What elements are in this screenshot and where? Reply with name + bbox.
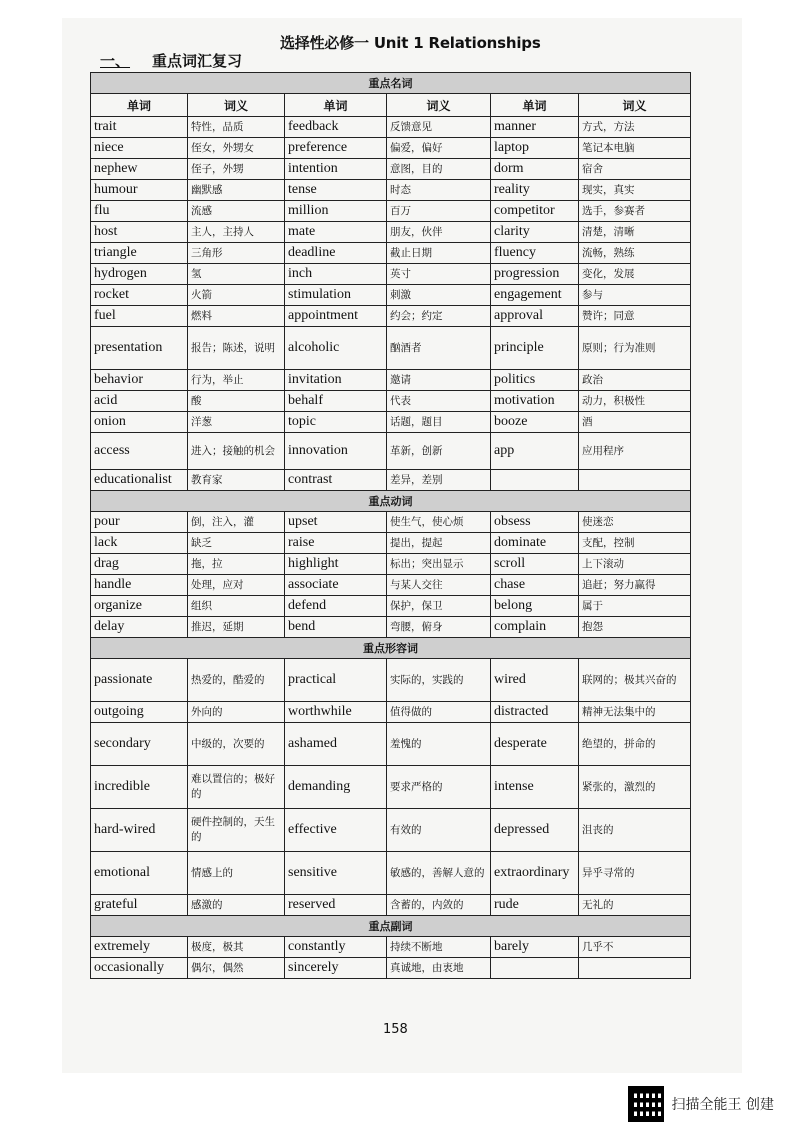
meaning-cell: 几乎不 [579,937,691,958]
table-row [91,180,691,201]
page-header-title: 选择性必修一 Unit 1 Relationships [280,34,541,52]
meaning-cell: 朋友，伙伴 [387,222,491,243]
table-row [91,391,691,412]
word-cell: scroll [491,554,579,575]
meaning-cell: 意图，目的 [387,159,491,180]
word-cell: appointment [285,306,387,327]
table-row [91,327,691,370]
word-cell: fuel [91,306,188,327]
meaning-cell: 难以置信的；极好的 [188,766,285,809]
word-cell: laptop [491,138,579,159]
word-cell: clarity [491,222,579,243]
meaning-cell: 话题，题目 [387,412,491,433]
table-row [91,201,691,222]
meaning-cell: 标出；突出显示 [387,554,491,575]
word-cell: lack [91,533,188,554]
word-cell: highlight [285,554,387,575]
meaning-cell: 属于 [579,596,691,617]
word-cell: incredible [91,766,188,809]
word-cell: triangle [91,243,188,264]
meaning-cell: 原则；行为准则 [579,327,691,370]
word-cell: raise [285,533,387,554]
word-cell: contrast [285,470,387,491]
meaning-cell: 选手，参赛者 [579,201,691,222]
meaning-cell: 缺乏 [188,533,285,554]
meaning-cell: 倒，注入，灌 [188,512,285,533]
word-cell: ashamed [285,723,387,766]
word-cell [491,958,579,979]
word-cell: principle [491,327,579,370]
word-cell: secondary [91,723,188,766]
meaning-cell: 异乎寻常的 [579,852,691,895]
meaning-cell: 保护，保卫 [387,596,491,617]
word-cell: rude [491,895,579,916]
word-cell: competitor [491,201,579,222]
table-row [91,285,691,306]
meaning-cell: 动力，积极性 [579,391,691,412]
word-cell: barely [491,937,579,958]
table-row [91,958,691,979]
meaning-cell [579,470,691,491]
column-header-word: 单词 [91,94,188,117]
table-row [91,159,691,180]
word-cell: delay [91,617,188,638]
word-cell: million [285,201,387,222]
meaning-cell: 偶尔，偶然 [188,958,285,979]
meaning-cell: 偏爱，偏好 [387,138,491,159]
meaning-cell: 情感上的 [188,852,285,895]
word-cell: behavior [91,370,188,391]
column-header-word: 单词 [491,94,579,117]
meaning-cell: 三角形 [188,243,285,264]
meaning-cell [579,958,691,979]
meaning-cell: 百万 [387,201,491,222]
word-cell: dominate [491,533,579,554]
word-cell: fluency [491,243,579,264]
meaning-cell: 使迷恋 [579,512,691,533]
table-row [91,306,691,327]
vocabulary-table [90,72,691,979]
meaning-cell: 弯腰，俯身 [387,617,491,638]
word-cell: distracted [491,702,579,723]
word-cell: app [491,433,579,470]
table-row [91,659,691,702]
scanner-watermark [628,1086,774,1122]
meaning-cell: 中级的，次要的 [188,723,285,766]
meaning-cell: 教育家 [188,470,285,491]
column-header-meaning: 词义 [579,94,691,117]
word-cell: rocket [91,285,188,306]
word-cell: hydrogen [91,264,188,285]
table-row [91,766,691,809]
word-cell: presentation [91,327,188,370]
table-row [91,852,691,895]
word-cell: outgoing [91,702,188,723]
meaning-cell: 酒 [579,412,691,433]
word-cell: stimulation [285,285,387,306]
word-cell: bend [285,617,387,638]
column-header-row [91,94,691,117]
meaning-cell: 革新，创新 [387,433,491,470]
meaning-cell: 主人，主持人 [188,222,285,243]
table-row [91,370,691,391]
section-number: 一、 [100,52,131,70]
table-row [91,412,691,433]
meaning-cell: 时态 [387,180,491,201]
meaning-cell: 氢 [188,264,285,285]
word-cell: acid [91,391,188,412]
word-cell: politics [491,370,579,391]
meaning-cell: 组织 [188,596,285,617]
word-cell: host [91,222,188,243]
meaning-cell: 差异，差别 [387,470,491,491]
word-cell: onion [91,412,188,433]
word-cell: educationalist [91,470,188,491]
meaning-cell: 幽默感 [188,180,285,201]
meaning-cell: 参与 [579,285,691,306]
word-cell: alcoholic [285,327,387,370]
group-title: 重点副词 [91,916,691,937]
meaning-cell: 紧张的，激烈的 [579,766,691,809]
word-cell: occasionally [91,958,188,979]
word-cell: approval [491,306,579,327]
meaning-cell: 笔记本电脑 [579,138,691,159]
word-cell: practical [285,659,387,702]
meaning-cell: 洋葱 [188,412,285,433]
word-cell [491,470,579,491]
meaning-cell: 清楚，清晰 [579,222,691,243]
meaning-cell: 外向的 [188,702,285,723]
word-cell: flu [91,201,188,222]
meaning-cell: 侄子，外甥 [188,159,285,180]
group-header-row [91,73,691,94]
word-cell: feedback [285,117,387,138]
meaning-cell: 抱怨 [579,617,691,638]
word-cell: demanding [285,766,387,809]
meaning-cell: 酗酒者 [387,327,491,370]
word-cell: tense [285,180,387,201]
meaning-cell: 邀请 [387,370,491,391]
word-cell: intense [491,766,579,809]
meaning-cell: 酸 [188,391,285,412]
word-cell: reality [491,180,579,201]
meaning-cell: 流畅，熟练 [579,243,691,264]
section-title: 重点词汇复习 [152,52,243,70]
word-cell: pour [91,512,188,533]
word-cell: sensitive [285,852,387,895]
meaning-cell: 进入；接触的机会 [188,433,285,470]
word-cell: constantly [285,937,387,958]
meaning-cell: 赞许；同意 [579,306,691,327]
meaning-cell: 热爱的，酷爱的 [188,659,285,702]
meaning-cell: 推迟，延期 [188,617,285,638]
word-cell: nephew [91,159,188,180]
word-cell: grateful [91,895,188,916]
word-cell: progression [491,264,579,285]
meaning-cell: 联网的；极其兴奋的 [579,659,691,702]
meaning-cell: 约会；约定 [387,306,491,327]
word-cell: reserved [285,895,387,916]
group-title: 重点动词 [91,491,691,512]
word-cell: worthwhile [285,702,387,723]
meaning-cell: 精神无法集中的 [579,702,691,723]
group-header-row [91,916,691,937]
meaning-cell: 火箭 [188,285,285,306]
word-cell: belong [491,596,579,617]
table-row [91,723,691,766]
column-header-meaning: 词义 [387,94,491,117]
meaning-cell: 代表 [387,391,491,412]
word-cell: upset [285,512,387,533]
word-cell: extraordinary [491,852,579,895]
word-cell: sincerely [285,958,387,979]
word-cell: behalf [285,391,387,412]
word-cell: drag [91,554,188,575]
group-title: 重点形容词 [91,638,691,659]
word-cell: innovation [285,433,387,470]
table-row [91,243,691,264]
meaning-cell: 真诚地，由衷地 [387,958,491,979]
meaning-cell: 行为，举止 [188,370,285,391]
word-cell: booze [491,412,579,433]
word-cell: chase [491,575,579,596]
word-cell: access [91,433,188,470]
meaning-cell: 燃料 [188,306,285,327]
word-cell: effective [285,809,387,852]
column-header-word: 单词 [285,94,387,117]
table-row [91,470,691,491]
table-row [91,575,691,596]
word-cell: inch [285,264,387,285]
table-row [91,533,691,554]
meaning-cell: 支配，控制 [579,533,691,554]
table-row [91,264,691,285]
meaning-cell: 感激的 [188,895,285,916]
word-cell: depressed [491,809,579,852]
word-cell: preference [285,138,387,159]
meaning-cell: 报告；陈述，说明 [188,327,285,370]
table-row [91,554,691,575]
meaning-cell: 要求严格的 [387,766,491,809]
meaning-cell: 敏感的，善解人意的 [387,852,491,895]
word-cell: mate [285,222,387,243]
word-cell: desperate [491,723,579,766]
word-cell: engagement [491,285,579,306]
meaning-cell: 变化，发展 [579,264,691,285]
table-row [91,138,691,159]
table-row [91,702,691,723]
word-cell: intention [285,159,387,180]
meaning-cell: 刺激 [387,285,491,306]
word-cell: topic [285,412,387,433]
word-cell: deadline [285,243,387,264]
meaning-cell: 英寸 [387,264,491,285]
table-row [91,895,691,916]
meaning-cell: 羞愧的 [387,723,491,766]
table-row [91,117,691,138]
group-header-row [91,491,691,512]
meaning-cell: 持续不断地 [387,937,491,958]
word-cell: motivation [491,391,579,412]
word-cell: organize [91,596,188,617]
meaning-cell: 反馈意见 [387,117,491,138]
word-cell: hard-wired [91,809,188,852]
word-cell: invitation [285,370,387,391]
group-title: 重点名词 [91,73,691,94]
table-row [91,809,691,852]
meaning-cell: 处理，应对 [188,575,285,596]
meaning-cell: 侄女，外甥女 [188,138,285,159]
word-cell: dorm [491,159,579,180]
meaning-cell: 特性，品质 [188,117,285,138]
word-cell: manner [491,117,579,138]
meaning-cell: 绝望的，拼命的 [579,723,691,766]
meaning-cell: 现实，真实 [579,180,691,201]
word-cell: trait [91,117,188,138]
table-row [91,617,691,638]
meaning-cell: 拖，拉 [188,554,285,575]
word-cell: handle [91,575,188,596]
meaning-cell: 宿舍 [579,159,691,180]
meaning-cell: 极度，极其 [188,937,285,958]
vocabulary-table-body [91,73,691,979]
column-header-meaning: 词义 [188,94,285,117]
meaning-cell: 流感 [188,201,285,222]
meaning-cell: 政治 [579,370,691,391]
word-cell: passionate [91,659,188,702]
meaning-cell: 追赶；努力赢得 [579,575,691,596]
meaning-cell: 与某人交往 [387,575,491,596]
meaning-cell: 沮丧的 [579,809,691,852]
word-cell: humour [91,180,188,201]
meaning-cell: 有效的 [387,809,491,852]
meaning-cell: 提出，提起 [387,533,491,554]
word-cell: niece [91,138,188,159]
word-cell: extremely [91,937,188,958]
meaning-cell: 值得做的 [387,702,491,723]
meaning-cell: 无礼的 [579,895,691,916]
table-row [91,596,691,617]
qr-code-icon [628,1086,664,1122]
table-row [91,937,691,958]
meaning-cell: 硬件控制的，天生的 [188,809,285,852]
scanner-brand-text: 扫描全能王 创建 [671,1097,774,1113]
meaning-cell: 上下滚动 [579,554,691,575]
page-number: 158 [383,1022,408,1037]
table-row [91,222,691,243]
meaning-cell: 使生气，使心烦 [387,512,491,533]
meaning-cell: 应用程序 [579,433,691,470]
meaning-cell: 含蓄的，内敛的 [387,895,491,916]
word-cell: defend [285,596,387,617]
word-cell: associate [285,575,387,596]
group-header-row [91,638,691,659]
word-cell: wired [491,659,579,702]
table-row [91,512,691,533]
table-row [91,433,691,470]
word-cell: complain [491,617,579,638]
meaning-cell: 实际的，实践的 [387,659,491,702]
meaning-cell: 方式，方法 [579,117,691,138]
word-cell: obsess [491,512,579,533]
meaning-cell: 截止日期 [387,243,491,264]
section-heading [100,50,242,71]
word-cell: emotional [91,852,188,895]
